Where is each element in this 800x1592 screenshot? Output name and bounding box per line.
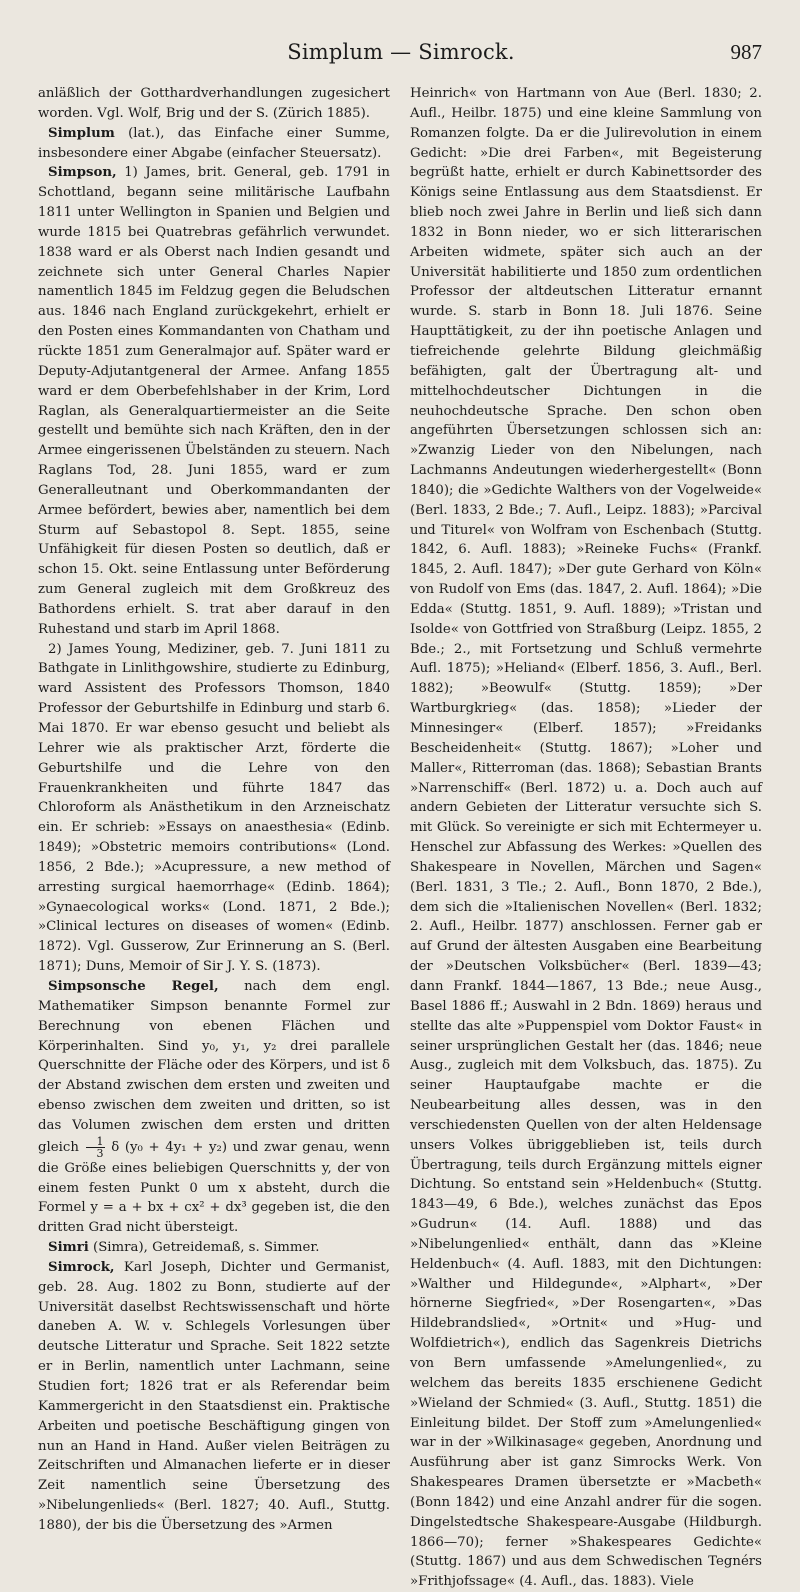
running-title: Simplum — Simrock.: [287, 40, 515, 64]
entry-text: (lat.), das Einfache einer Summe, insbesondere einer Abgabe (einfacher Steuersatz).: [38, 125, 390, 161]
left-column: [38, 84, 390, 1533]
entry-continuation: [38, 84, 390, 124]
lemma-simrock: Simrock,: [48, 1259, 115, 1275]
entry-simrock-continuation: [410, 84, 762, 1592]
page-header: [40, 40, 762, 70]
entry-text: (Simra), Getreidemaß, s. Simmer.: [88, 1240, 320, 1256]
continuation-text: anläßlich der Gotthardverhandlungen zugesichert worden. Vgl. Wolf, Brig und der S. (Zürich 1885).: [38, 86, 390, 121]
entry-text: 1) James, brit. General, geb. 1791 in Schottland, begann seine militärische Laufbahn 1811 unter Wellington in Spanien und Belgien und wurde 1815 bei Quatrebras gefährlich verwundet. 1838 ward er als Oberst nach Indien gesandt und zeichnete sich unter General Charles Napier namentlich 1845 im Feldzug gegen die Beludschen aus. 1846 nach England zurückgekehrt, erhielt er den Posten eines Kommandanten von Chatham und rückte 1851 zum Generalmajor auf. Später ward er Deputy-Adjutantgeneral der Armee. Anfang 1855 ward er dem Oberbefehlshaber in der Krim, Lord Raglan, als Generalquartiermeister an die Seite gestellt und bemühte sich nach Kräften, den in der Armee eingerissenen Übelständen zu steuern. Nach Raglans Tod, 28. Juni 1855, ward er zum Generalleutnant und Oberkommandanten der Armee befördert, bewies aber, namentlich bei dem Sturm auf Sebastopol 8. Sept. 1855, seine Unfähigkeit für diesen Posten so deutlich, daß er schon 15. Okt. seine Entlassung unter Beförderung zum General zugleich mit dem Großkreuz des Bathordens erhielt. S. trat aber darauf in den Ruhestand und starb im April 1868.: [38, 165, 390, 637]
lemma-simri: Simri: [48, 1240, 89, 1256]
entry-simpson: [38, 163, 390, 639]
entry-text: 2) James Young, Mediziner, geb. 7. Juni 1811 zu Bathgate in Linlithgowshire, studierte zu Edinburg, ward Assistent des Professors Thomson, 1840 Professor der Geburtshilfe in Edinburg und starb 6. Mai 1870. Er war ebenso gesucht und beliebt als Lehrer wie als praktischer Arzt, förderte die Geburtshilfe und die Lehre von den Frauenkrankheiten und führte 1847 das Chloroform als Anästhetikum in den Arzneischatz ein. Er schrieb: »Essays on anaesthesia« (Edinb. 1849); »Obstetric memoirs contributions« (Lond. 1856, 2 Bde.); »Acupressure, a new method of arresting surgical haemorrhage« (Edinb. 1864); »Gynaecological works« (Lond. 1871, 2 Bde.); »Clinical lectures on diseases of women« (Edinb. 1872). Vgl. Gusserow, Zur Erinnerung an S. (Berl. 1871); Duns, Memoir of Sir J. Y. S. (1873).: [38, 641, 390, 975]
fraction-denominator: 3: [96, 1146, 104, 1160]
lemma-simpsonsche-regel: Simpsonsche Regel,: [48, 978, 219, 994]
lemma-simplum: Simplum: [48, 125, 115, 141]
lemma-simpson: Simpson,: [48, 165, 117, 181]
fraction-numerator: 1: [86, 1136, 105, 1148]
right-column: [410, 84, 762, 1590]
entry-text: Karl Joseph, Dichter und Germanist, geb. 28. Aug. 1802 zu Bonn, studierte auf der Universität daselbst Rechtswissenschaft und hörte daneben A. W. v. Schlegels Vorlesungen über deutsche Litteratur und Sprache. Seit 1822 setzte er in Berlin, namentlich unter Lachmann, seine Studien fort; 1826 trat er als Referendar beim Kammergericht in den Staatsdienst ein. Praktische Arbeiten und poetische Beschäftigung gingen von nun an Hand in Hand. Außer vielen Beiträgen zu Zeitschriften und Almanachen lieferte er in dieser Zeit namentlich seine Übersetzung des »Nibelungenlieds« (Berl. 1827; 40. Aufl., Stuttg. 1880), der bis die Übersetzung des »Armen: [38, 1259, 390, 1533]
entry-simpsonsche-regel: [38, 977, 390, 1238]
entry-text: δ (y₀ + 4y₁ + y₂) und zwar genau, wenn die Größe eines beliebigen Querschnitts y, der von einem festen Punkt 0 um x absteht, durch die Formel y = a + bx + cx² + dx³ gegeben ist, die den dritten Grad nicht übersteigt.: [38, 1139, 390, 1236]
entry-simplum: [38, 124, 390, 164]
entry-text: nach dem engl. Mathematiker Simpson benannte Formel zur Berechnung von ebenen Flächen und Körperinhalten. Sind y₀, y₁, y₂ drei parallele Querschnitte der Fläche oder des Körpers, und ist δ der Abstand zwischen dem ersten und zweiten und ebenso zwischen dem zweiten und dritten, so ist das Volumen zwischen dem ersten und dritten gleich: [38, 978, 390, 1155]
entry-text: Heinrich« von Hartmann von Aue (Berl. 1830; 2. Aufl., Heilbr. 1875) und eine kleine Sammlung von Romanzen folgte. Da er die Julirevolution in einem Gedicht: »Die drei Farben«, mit Begeisterung begrüßt hatte, erhielt er durch Kabinettsorder des Königs seine Entlassung aus dem Staatsdienst. Er blieb noch zwei Jahre in Berlin und ließ sich dann 1832 in Bonn nieder, wo er sich litterarischen Arbeiten widmete, später sich auch an der Universität habilitierte und 1850 zum ordentlichen Professor der altdeutschen Litteratur ernannt wurde. S. starb in Bonn 18. Juli 1876. Seine Haupttätigkeit, zu der ihn poetische Anlagen und tiefreichende gelehrte Bildung gleichmäßig befähigten, galt der Übertragung alt- und mittelhochdeutscher Dichtungen in die neuhochdeutsche Sprache. Den schon oben angeführten Übersetzungen schlossen sich an: »Zwanzig Lieder von den Nibelungen, nach Lachmanns Andeutungen wiederhergestellt« (Bonn 1840); die »Gedichte Walthers von der Vogelweide« (Berl. 1833, 2 Bde.; 7. Aufl., Leipz. 1883); »Parcival und Titurel« von Wolfram von Eschenbach (Stuttg. 1842, 6. Aufl. 1883); »Reineke Fuchs« (Frankf. 1845, 2. Aufl. 1847); »Der gute Gerhard von Köln« von Rudolf von Ems (das. 1847, 2. Aufl. 1864); »Die Edda« (Stuttg. 1851, 9. Aufl. 1889); »Tristan und Isolde« von Gottfried von Straßburg (Leipz. 1855, 2 Bde.; 2., mit Fortsetzung und Schluß vermehrte Aufl. 1875); »Heliand« (Elberf. 1856, 3. Aufl., Berl. 1882); »Beowulf« (Stuttg. 1859); »Der Wartburgkrieg« (das. 1858); »Lieder der Minnesinger« (Elberf. 1857); »Freidanks Bescheidenheit« (Stuttg. 1867); »Loher und Maller«, Ritterroman (das. 1868); Sebastian Brants »Narrenschiff« (Berl. 1872) u. a. Doch auch auf andern Gebieten der Litteratur versuchte sich S. mit Glück. So vereinigte er sich mit Echtermeyer u. Henschel zur Abfassung des Werkes: »Quellen des Shakespeare in Novellen, Märchen und Sagen« (Berl. 1831, 3 Tle.; 2. Aufl., Bonn 1870, 2 Bde.), dem sich die »Italienischen Novellen« (Berl. 1832; 2. Aufl., Heilbr. 1877) anschlossen. Ferner gab er auf Grund der ältesten Ausgaben eine Bearbeitung der »Deutschen Volksbücher« (Berl. 1839—43; dann Frankf. 1844—1867, 13 Bde.; neue Ausg., Basel 1886 ff.; Auswahl in 2 Bdn. 1869) heraus und stellte das alte »Puppenspiel vom Doktor Faust« in seiner ursprünglichen Gestalt her (das. 1846; neue Ausg., zugleich mit dem Volksbuch, das. 1875). Zu seiner Hauptaufgabe machte er die Neubearbeitung alles dessen, was in den verschiedensten Quellen von der alten Heldensage unsers Volkes übriggeblieben ist, teils durch Übertragung, teils durch Ergänzung mittels eigner Dichtung. So entstand sein »Heldenbuch« (Stuttg. 1843—49, 6 Bde.), welches zunächst das Epos »Gudrun« (14. Aufl. 1888) und das »Nibelungenlied« enthält, dann das »Kleine Heldenbuch« (4. Aufl. 1883, mit den Dichtungen: »Walther und Hildegunde«, »Alphart«, »Der hörnerne Siegfried«, »Der Rosengarten«, »Das Hildebrandslied«, »Ortnit« und »Hug- und Wolfdietrich«), endlich das Sagenkreis Dietrichs von Bern umfassende »Amelungenlied«, zu welchem das bereits 1835 erschienene Gedicht »Wieland der Schmied« (3. Aufl., Stuttg. 1851) die Einleitung bildet. Der Stoff zum »Amelungenlied« war in der »Wilkinasage« gegeben, Anordnung und Ausführung aber ist ganz Simrocks Werk. Von Shakespeares Dramen übersetzte er »Macbeth« (Bonn 1842) und eine Anzahl andrer für die sogen. Dingelstedtsche Shakespeare-Ausgabe (Hildburgh. 1866—70); ferner »Shakespeares Gedichte« (Stuttg. 1867) und aus dem Schwedischen Tegnérs »Frithjofssage« (4. Aufl., das. 1883). Viele: [410, 86, 762, 1590]
entry-simrock: [38, 1258, 390, 1536]
entry-simpson-young: [38, 640, 390, 977]
page-number: 987: [730, 40, 762, 64]
fraction-one-third: [86, 1136, 105, 1159]
entry-simri: [38, 1238, 390, 1258]
